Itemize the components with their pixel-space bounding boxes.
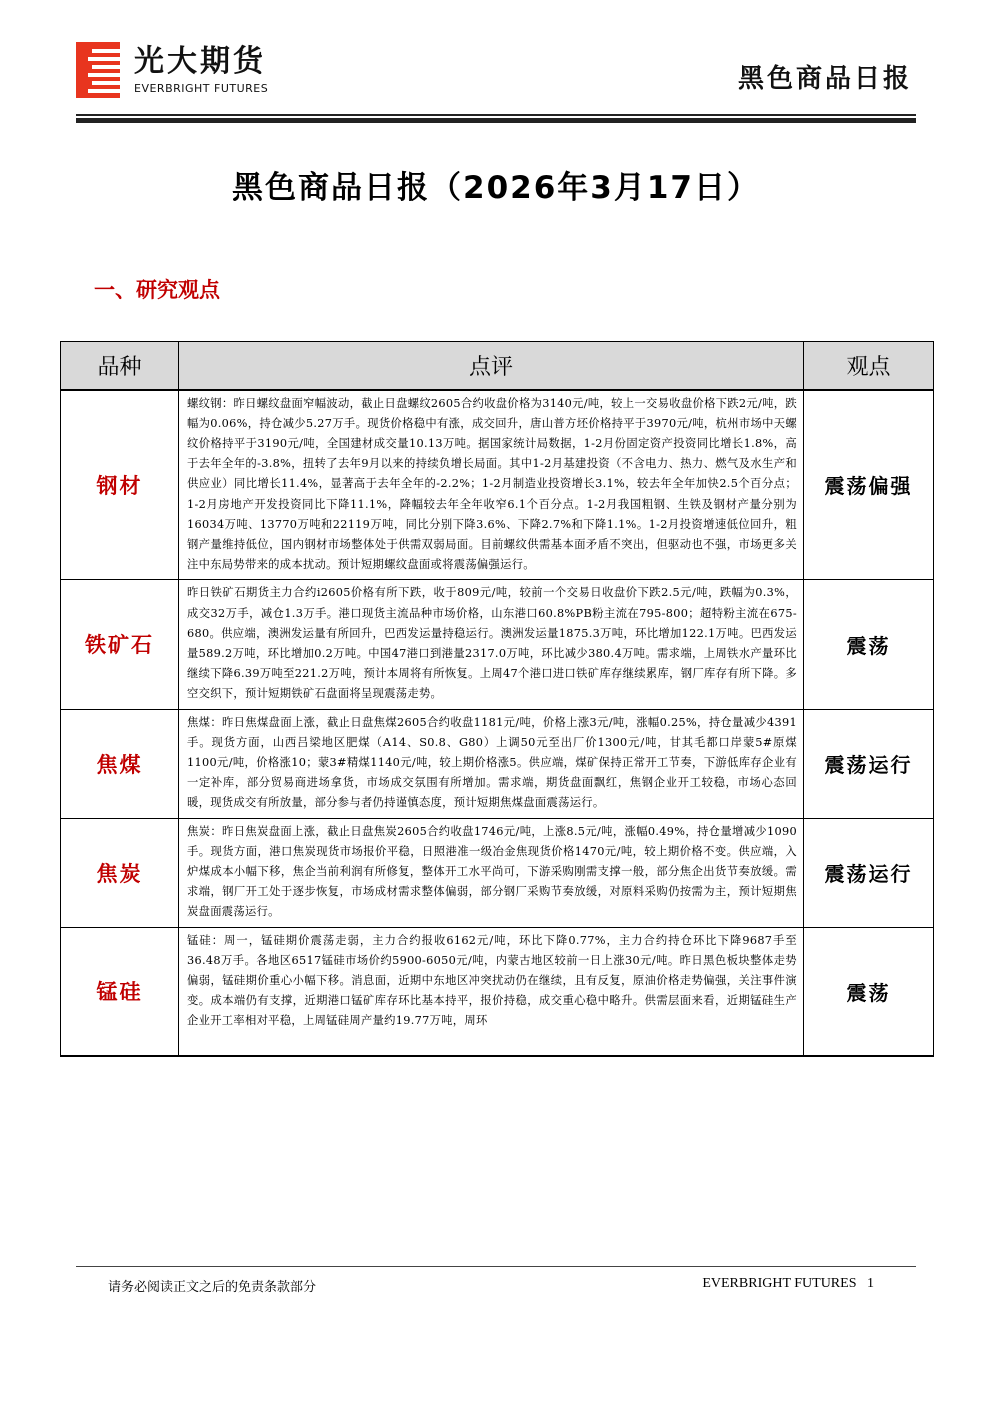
variety-cell: 铁矿石 (61, 580, 179, 709)
column-header-variety: 品种 (61, 342, 179, 390)
variety-cell: 钢材 (61, 390, 179, 580)
variety-cell: 焦炭 (61, 818, 179, 927)
comment-cell: 焦炭：昨日焦炭盘面上涨，截止日盘焦炭2605合约收盘1746元/吨，上涨8.5元/吨，涨幅0.49%，持仓量增减少1090手。现货方面，港口焦炭现货市场报价平稳，日照港准一级冶金焦现货价格1470元/吨，较上期价格不变。供应端，入炉煤成本小幅下移，焦企当前利润有所修复，整体开工水平尚可，下游采购刚需支撑一般，部分焦企出货节奏放缓。需求端，钢厂开工处于逐步恢复，市场成材需求整体偏弱，部分钢厂采购节奏放缓，对原料采购仍按需为主，预计短期焦炭盘面震荡运行。 (179, 818, 804, 927)
table-row-coke (61, 818, 934, 927)
page-number: 1 (867, 1276, 874, 1291)
table-row-iron-ore (61, 580, 934, 709)
header-report-title: 黑色商品日报 (737, 64, 912, 94)
comment-text: 锰硅：周一，锰硅期价震荡走弱，主力合约报收6162元/吨，环比下降0.77%，主力合约持仓环比下降9687手至36.48万手。各地区6517锰硅市场价约5900-6050元/吨，内蒙古地区较前一日上涨30元/吨。昨日黑色板块整体走势偏弱，锰硅期价重心小幅下移。消息面，近期中东地区冲突扰动仍在继续，且有反复，原油价格走势偏强，关注事件演变。成本端仍有支撑，近期港口锰矿库存环比基本持平，报价持稳，成交重心稳中略升。供需层面来看，近期锰硅生产企业开工率相对平稳，上周锰硅周产量约19.77万吨，周环 (187, 933, 797, 1028)
research-views-table (60, 341, 934, 1057)
footer-divider (76, 1266, 916, 1267)
view-cell: 震荡 (804, 927, 934, 1056)
variety-cell: 焦煤 (61, 709, 179, 818)
header-divider (76, 114, 916, 116)
document-title: 黑色商品日报（2026年3月17日） (232, 170, 760, 206)
view-cell: 震荡偏强 (804, 390, 934, 580)
header-divider-thick (76, 118, 916, 123)
logo-chinese-name: 光大期货 (134, 44, 266, 79)
company-logo (76, 42, 296, 100)
footer-brand-page (702, 1276, 874, 1292)
section-heading: 一、研究观点 (94, 278, 220, 302)
view-cell: 震荡 (804, 580, 934, 709)
comment-cell: 焦煤：昨日焦煤盘面上涨，截止日盘焦煤2605合约收盘1181元/吨，价格上涨3元/吨，涨幅0.25%，持仓量减少4391手。现货方面，山西吕梁地区肥煤（A14、S0.8、G80）上调50元至出厂价1300元/吨，甘其毛都口岸蒙5#原煤1100元/吨，价格涨10；蒙3#精煤1140元/吨，较上期价格涨5。供应端，煤矿保持正常开工节奏，下游低库存企业有一定补库，部分贸易商进场拿货，市场成交氛围有所增加。需求端，期货盘面飘红，焦钢企业开工较稳，市场心态回暖，现货成交有所放量，部分参与者仍持谨慎态度，预计短期焦煤盘面震荡运行。 (179, 709, 804, 818)
footer-brand: EVERBRIGHT FUTURES (702, 1276, 857, 1291)
everbright-logo-icon (76, 42, 120, 98)
table-header-row (61, 342, 934, 390)
logo-english-name: EVERBRIGHT FUTURES (134, 82, 269, 95)
comment-cell: 螺纹钢：昨日螺纹盘面窄幅波动，截止日盘螺纹2605合约收盘价格为3140元/吨，较上一交易收盘价格下跌2元/吨，跌幅为0.06%，持仓减少5.27万手。现货价格稳中有涨，成交回升，唐山普方坯价格持平于3970元/吨，杭州市场中天螺纹价格持平于3190元/吨，全国建材成交量10.13万吨。据国家统计局数据，1-2月份固定资产投资同比增长1.8%，高于去年全年的-3.8%，扭转了去年9月以来的持续负增长局面。其中1-2月基建投资（不含电力、热力、燃气及水生产和供应业）同比增长11.4%，显著高于去年全年的-2.2%；1-2月制造业投资增长3.1%，较去年全年加快2.5个百分点；1-2月房地产开发投资同比下降11.1%，降幅较去年全年收窄6.1个百分点。1-2月我国粗钢、生铁及钢材产量分别为16034万吨、13770万吨和22119万吨，同比分别下降3.6%、下降2.7%和下降1.1%。1-2月投资增速低位回升，粗钢产量维持低位，国内钢材市场整体处于供需双弱局面。目前螺纹供需基本面矛盾不突出，但驱动也不强，市场更多关注中东局势带来的成本扰动。预计短期螺纹盘面或将震荡偏强运行。 (179, 390, 804, 580)
view-cell: 震荡运行 (804, 818, 934, 927)
footer-disclaimer: 请务必阅读正文之后的免责条款部分 (108, 1280, 317, 1295)
table-row-coking-coal (61, 709, 934, 818)
table-row-steel (61, 390, 934, 580)
comment-cell (179, 927, 804, 1056)
comment-cell: 昨日铁矿石期货主力合约i2605价格有所下跌，收于809元/吨，较前一个交易日收盘价下跌2.5元/吨，跌幅为0.3%，成交32万手，减仓1.3万手。港口现货主流品种市场价格，山东港口60.8%PB粉主流在795-800；超特粉主流在675-680。供应端，澳洲发运量有所回升，巴西发运量持稳运行。澳洲发运量1875.3万吨，环比增加122.1万吨。巴西发运量589.2万吨，环比增加0.2万吨。中国47港口到港量2317.0万吨，环比减少380.4万吨。需求端，上周铁水产量环比继续下降6.39万吨至221.2万吨，预计本周将有所恢复。上周47个港口进口铁矿库存继续累库，钢厂库存有所下降。多空交织下，预计短期铁矿石盘面将呈现震荡走势。 (179, 580, 804, 709)
table-row-silicomanganese (61, 927, 934, 1056)
column-header-comment: 点评 (179, 342, 804, 390)
column-header-view: 观点 (804, 342, 934, 390)
variety-cell: 锰硅 (61, 927, 179, 1056)
view-cell: 震荡运行 (804, 709, 934, 818)
